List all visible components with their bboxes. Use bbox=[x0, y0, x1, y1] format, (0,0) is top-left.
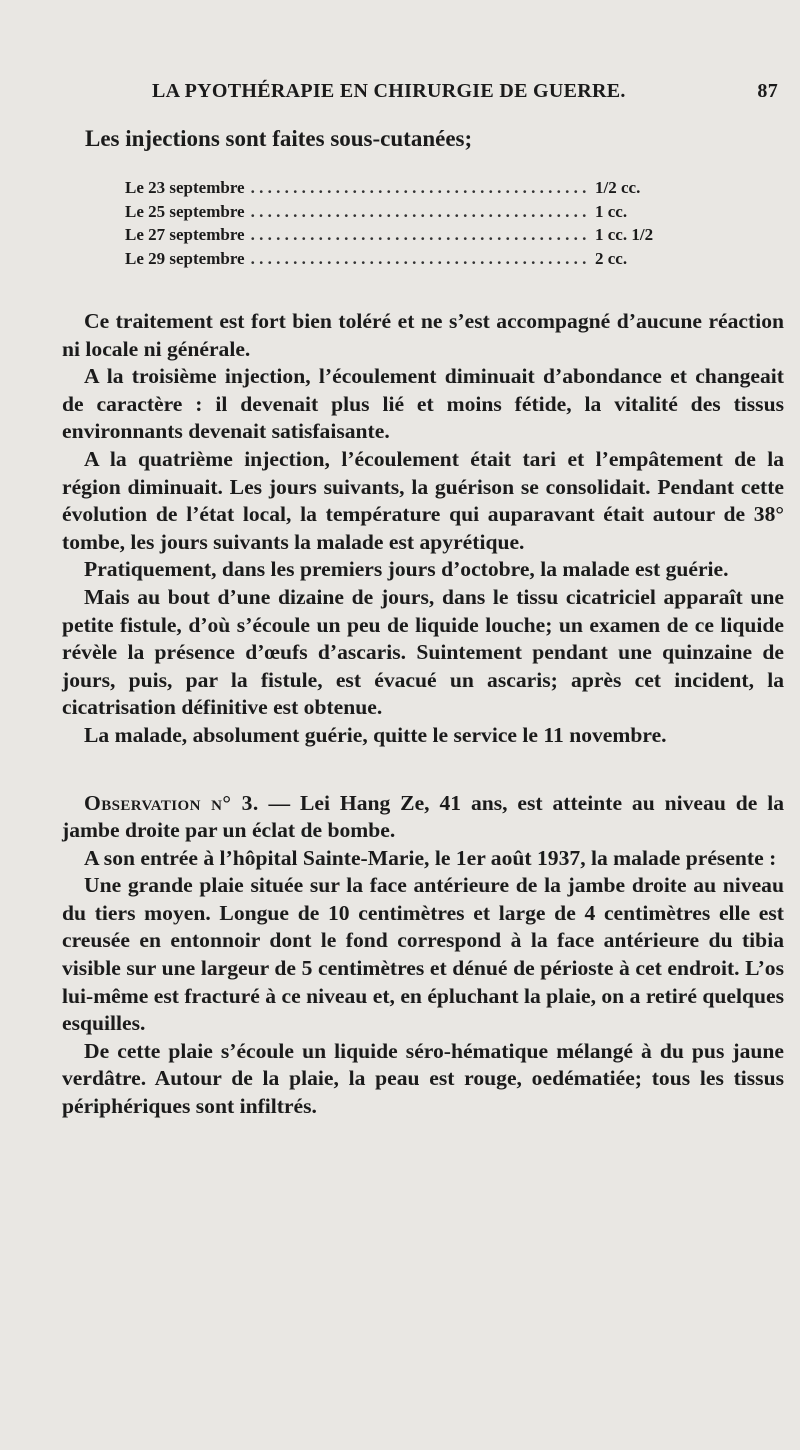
dosage-amount: 1 cc. 1/2 bbox=[595, 225, 654, 244]
section-spacer bbox=[62, 750, 784, 790]
dosage-date: Le 25 septembre bbox=[125, 201, 245, 221]
dosage-row bbox=[125, 178, 705, 202]
paragraph: A son entrée à l’hôpital Sainte-Marie, le 1er août 1937, la malade présente : bbox=[84, 845, 777, 870]
paragraph: A la quatrième injection, l’écoulement était tari et l’empâtement de la région diminuait. Les jours suivants, la guérison se consolidait. Pendant cette évolution de l’état local, la température qui auparavant était autour de 38° tombe, les jours suivants la malade est apyrétique. bbox=[62, 446, 784, 554]
dosage-date: Le 27 septembre bbox=[125, 225, 245, 244]
dot-leader bbox=[251, 202, 589, 222]
paragraph: Mais au bout d’une dizaine de jours, dans le tissu cicatriciel apparaît une petite fistule, d’où s’écoule un peu de liquide louche; un examen de ce liquide révèle la présence d’œufs d’ascaris. Suintement pendant une quinzaine de jours, puis, par la fistule, est évacué un ascaris; après cet incident, la cicatrisation définitive est obtenue. bbox=[62, 584, 784, 720]
paragraph: De cette plaie s’écoule un liquide séro-hématique mélangé à du pus jaune verdâtre. Autour de la plaie, la peau est rouge, oedématiée; tous les tissus périphériques sont infiltrés. bbox=[62, 1038, 784, 1119]
dosage-amount: 1 cc. bbox=[595, 201, 628, 221]
observation-label: Observation n° 3. bbox=[84, 790, 259, 815]
body-text bbox=[62, 308, 784, 1121]
paragraph: Pratiquement, dans les premiers jours d’octobre, la malade est guérie. bbox=[84, 557, 729, 582]
running-title: LA PYOTHÉRAPIE EN CHIRURGIE DE GUERRE. bbox=[152, 80, 626, 102]
page-header bbox=[152, 80, 778, 103]
dot-leader bbox=[251, 225, 589, 245]
dot-leader bbox=[251, 178, 589, 198]
paragraph: Ce traitement est fort bien toléré et ne s’est accompagné d’aucune réaction ni locale ni générale. bbox=[62, 309, 784, 361]
paragraph: Une grande plaie située sur la face antérieure de la jambe droite au niveau du tiers moyen. Longue de 10 centimètres et large de 4 centimètres elle est creusée en entonnoir dont le fond correspond à la face antérieure du tibia visible sur une largeur de 5 centimètres et dénué de périoste à cet endroit. L’os lui-même est fracturé à ce niveau et, en épluchant la plaie, on a retiré quelques esquilles. bbox=[62, 873, 784, 1036]
dosage-amount: 1/2 cc. bbox=[595, 178, 641, 197]
dosage-list bbox=[125, 178, 705, 272]
dosage-row bbox=[125, 249, 705, 273]
observation-text: — Lei Hang Ze, 41 ans, est atteinte au niveau de la jambe droite par un éclat de bombe. bbox=[62, 790, 784, 843]
paragraph: La malade, absolument guérie, quitte le service le 11 novembre. bbox=[84, 722, 667, 747]
dosage-date: Le 23 septembre bbox=[125, 178, 245, 197]
observation-paragraph bbox=[62, 790, 784, 845]
paragraph: A la troisième injection, l’écoulement diminuait d’abondance et changeait de caractère : il devenait plus lié et moins fétide, la vitalité des tissus environnants devenait satisfaisante. bbox=[62, 364, 784, 444]
dosage-amount: 2 cc. bbox=[595, 248, 628, 268]
page-number: 87 bbox=[757, 80, 778, 102]
dosage-row bbox=[125, 225, 705, 249]
dosage-row bbox=[125, 202, 705, 226]
dot-leader bbox=[251, 249, 589, 269]
dosage-date: Le 29 septembre bbox=[125, 248, 245, 268]
intro-line: Les injections sont faites sous-cutanées; bbox=[85, 126, 473, 151]
